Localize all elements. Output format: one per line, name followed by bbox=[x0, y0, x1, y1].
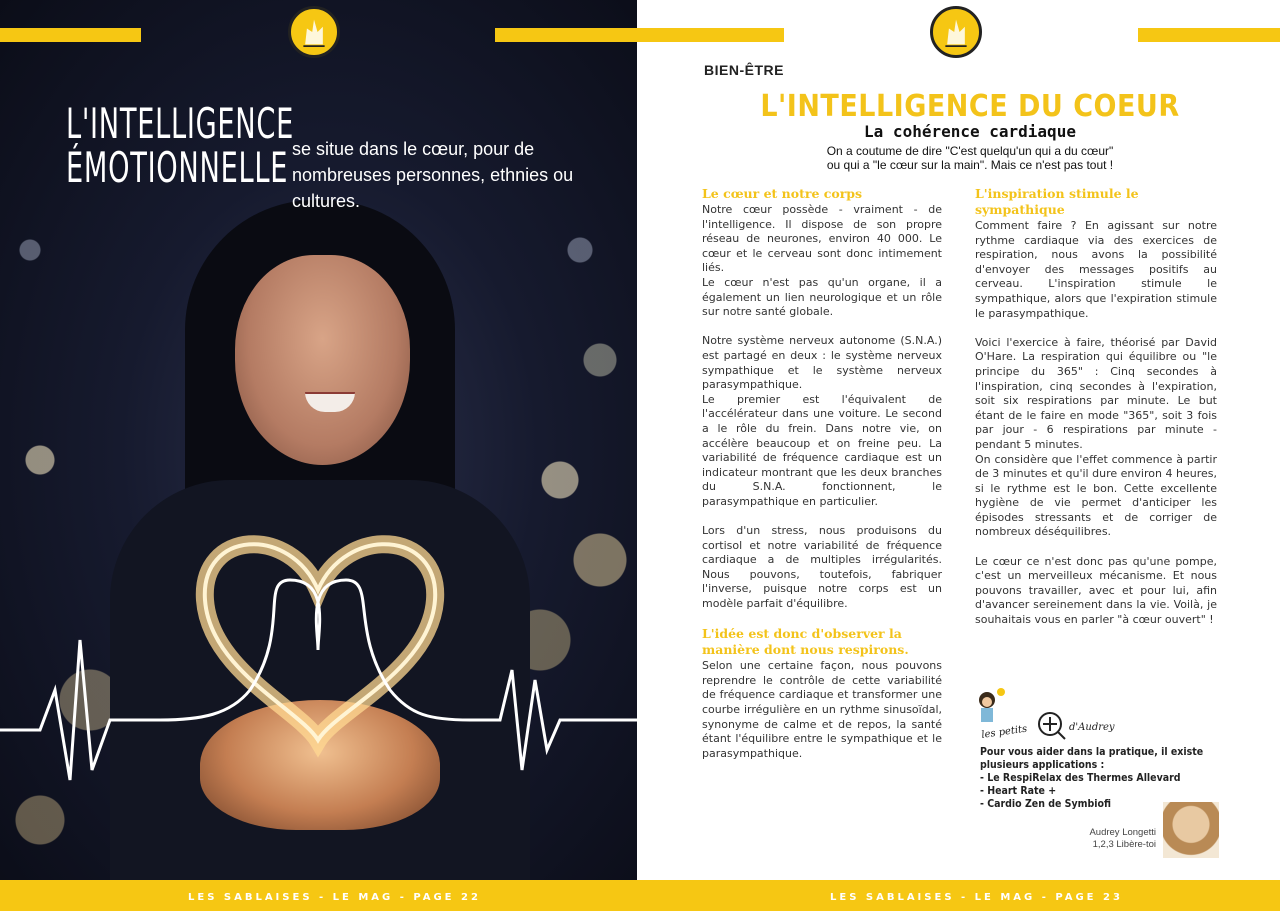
article-title: L'INTELLIGENCE DU COEUR bbox=[760, 89, 1180, 124]
app-list-item: - Le RespiRelax des Thermes Allevard bbox=[980, 772, 1181, 784]
author-org: 1,2,3 Libère-toi bbox=[1092, 839, 1156, 850]
section-label: BIEN-ÊTRE bbox=[704, 62, 784, 78]
magazine-logo-icon bbox=[930, 6, 982, 58]
paragraph: Notre système nerveux autonome (S.N.A.) est partagé en deux : le système nerveux sympathique et le système nerveux parasympathique. bbox=[702, 334, 942, 392]
petits-logo-left: les petits bbox=[980, 723, 1028, 741]
petits-logo-right: d'Audrey bbox=[1069, 722, 1115, 733]
author-credit bbox=[1060, 827, 1156, 851]
lightbulb-icon bbox=[997, 688, 1005, 696]
left-page-subtitle: se situe dans le cœur, pour de nombreuses personnes, ethnies ou cultures. bbox=[292, 139, 574, 211]
paragraph: Lors d'un stress, nous produisons du cortisol et notre variabilité de fréquence cardiaque a de multiples irrégularités. Nous pouvons, toutefois, fabriquer l'inverse, puisque notre corps est un modèle parfait d'équilibre. bbox=[702, 524, 942, 611]
left-page-title bbox=[66, 99, 294, 192]
left-title-line1: L'INTELLIGENCE bbox=[66, 99, 294, 148]
paragraph: Selon une certaine façon, nous pouvons reprendre le contrôle de cette variabilité de fréquence cardiaque et transformer une courbe irrégulière en un rythme sinusoïdal, synonyme de calme et de repos, la santé étant l'équilibre entre le sympathique et le parasympathique. bbox=[702, 659, 942, 760]
app-list-item: - Heart Rate + bbox=[980, 785, 1057, 797]
heart-heartbeat-illustration bbox=[0, 520, 637, 820]
column-heading: L'idée est donc d'observer la manière dont nous respirons. bbox=[702, 626, 909, 658]
paragraph: On considère que l'effet commence à partir de 3 minutes et qu'il dure environ 4 heures, si le rythme est le bon. Cette excellente hygiène de vie permet d'anticiper les épisodes stressants et de corriger de nombreux déséquilibres. bbox=[975, 452, 1217, 539]
glowing-heart bbox=[205, 544, 435, 740]
intro-line1: On a coutume de dire "C'est quelqu'un qui a du cœur" bbox=[826, 144, 1114, 158]
column-heading: Le cœur et notre corps bbox=[702, 186, 863, 201]
author-photo bbox=[1163, 802, 1219, 858]
article-intro bbox=[700, 144, 1240, 172]
paragraph: Voici l'exercice à faire, théorisé par David O'Hare. La respiration qui équilibre ou "le principe du 365" : Cinq secondes à l'inspiration, cinq secondes à l'expiration, soit six respirations par minute. Le but étant de le faire en mode "365", soit 3 fois par jour - 6 respirations par minute - pendant 5 minutes. bbox=[975, 335, 1217, 451]
column-heading: L'inspiration stimule le sympathique bbox=[975, 186, 1139, 217]
les-petits-plus-logo bbox=[975, 686, 1155, 742]
paragraph: Le premier est l'équivalent de l'accélérateur dans une voiture. Le second a le rôle du frein. Dans notre vie, on accélère beaucoup et on freine peu. La variabilité de fréquence cardiaque est un indicateur montrant que les deux branches du S.N.A. fonctionnent, le parasympathique en particulier. bbox=[702, 392, 942, 508]
footer-page-22: LES SABLAISES - LE MAG - PAGE 22 bbox=[188, 892, 481, 903]
footer-page-23: LES SABLAISES - LE MAG - PAGE 23 bbox=[830, 892, 1123, 903]
paragraph: Le cœur n'est pas qu'un organe, il a également un lien neurologique et un rôle sur notre santé globale. bbox=[702, 275, 942, 319]
app-list-item: - Cardio Zen de Symbiofi bbox=[980, 798, 1111, 810]
left-title-line2: ÉMOTIONNELLE bbox=[66, 143, 289, 192]
magazine-logo-icon bbox=[288, 6, 340, 58]
paragraph: Comment faire ? En agissant sur notre rythme cardiaque via des exercices de respiration, nous avons la possibilité d'envoyer des messages positifs au cerveau. L'inspiration stimule le sympathique, alors que l'expiration stimule le parasympathique. bbox=[975, 219, 1217, 320]
top-accent-bar bbox=[1138, 28, 1280, 42]
intro-line2: ou qui a "le cœur sur la main". Mais ce n'est pas tout ! bbox=[826, 158, 1114, 172]
article-column-2 bbox=[975, 186, 1217, 642]
left-page-photo bbox=[0, 0, 637, 880]
article-column-1 bbox=[702, 186, 942, 761]
top-accent-bar bbox=[495, 28, 784, 42]
woman-face bbox=[235, 255, 410, 465]
top-accent-bar bbox=[0, 28, 141, 42]
paragraph: Le cœur ce n'est donc pas qu'une pompe, c'est un merveilleux mécanisme. Et nous pouvons travailler, avec et pour lui, afin d'avancer sereinement dans la vie. Voilà, je souhaitais vous en parler "à cœur ouvert" ! bbox=[975, 554, 1217, 627]
paragraph: Notre cœur possède - vraiment - de l'intelligence. Il dispose de son propre réseau de neurones, environ 40 000. Le cœur et le cerveau sont donc intimement liés. bbox=[702, 203, 942, 275]
article-subtitle: La cohérence cardiaque bbox=[864, 122, 1076, 141]
petits-intro: Pour vous aider dans la pratique, il existe plusieurs applications : bbox=[980, 746, 1204, 771]
author-name: Audrey Longetti bbox=[1089, 827, 1156, 838]
